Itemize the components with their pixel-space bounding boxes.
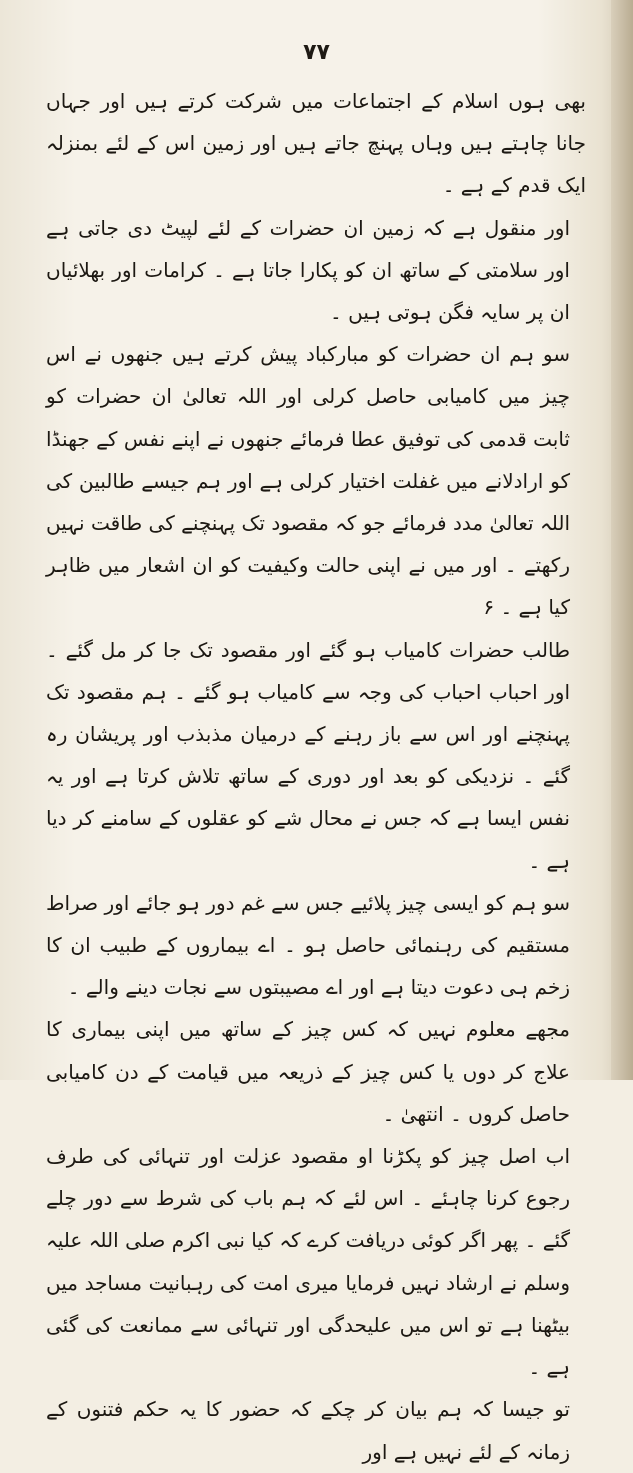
page-body <box>46 80 586 1473</box>
paragraph-8: تو جیسا کہ ہم بیان کر چکے کہ حضور کا یہ حکم فتنوں کے زمانہ کے لئے نہیں ہے اور <box>46 1397 570 1464</box>
paragraph-5: سو ہم کو ایسی چیز پلائیے جس سے غم دور ہو جائے اور صراط مستقیم کی رہنمائی حاصل ہو ۔ اے بیماروں کے طبیب ان کا زخم ہی دعوت دیتا ہے اور اے مصیبتوں سے نجات دینے والے ۔ <box>46 890 570 1000</box>
paragraph-4: طالب حضرات کامیاب ہو گئے اور مقصود تک جا کر مل گئے ۔ اور احباب احباب کی وجہ سے کامیاب ہو گئے ۔ ہم مقصود تک پہنچنے اور اس سے باز رہنے کے درمیان مذبذب اور پریشان رہ گئے ۔ نزدیکی کو بعد اور دوری کے ساتھ تلاش کرتا ہے اور یہ نفس ایسا ہے کہ جس نے محال شے کو عقلوں کے سامنے کر دیا ہے ۔ <box>46 637 570 873</box>
paragraph-2: اور منقول ہے کہ زمین ان حضرات کے لئے لپیٹ دی جاتی ہے اور سلامتی کے ساتھ ان کو پکارا جاتا ہے ۔ کرامات اور بھلائیاں ان پر سایہ فگن ہوتی ہیں ۔ <box>46 215 570 325</box>
page-number: ۷۷ <box>303 40 330 65</box>
paragraph-6: مجھے معلوم نہیں کہ کس چیز کے ساتھ میں اپنی بیماری کا علاج کر دوں یا کس چیز کے ذریعہ میں قیامت کے دن کامیابی حاصل کروں ۔ انتھیٰ ۔ <box>46 1017 570 1126</box>
paragraph-3: سو ہم ان حضرات کو مبارکباد پیش کرتے ہیں جنھوں نے اس چیز میں کامیابی حاصل کرلی اور اللہ تعالیٰ ان حضرات کو ثابت قدمی کی توفیق عطا فرمائے جنھوں نے اپنے نفس کے جھنڈا کو ارادلانے میں غفلت اختیار کرلی ہے اور ہم جیسے طالبین کی اللہ تعالیٰ مدد فرمائے جو کہ مقصود تک پہنچنے کی طاقت نہیں رکھتے ۔ اور میں نے اپنی حالت وکیفیت کو ان اشعار میں ظاہر کیا ہے ۔ ۶ <box>46 342 570 620</box>
paragraph-7: اب اصل چیز کو پکڑنا او مقصود عزلت اور تنہائی کی طرف رجوع کرنا چاہئے ۔ اس لئے کہ ہم باب کی شرط سے دور چلے گئے ۔ پھر اگر کوئی دریافت کرے کہ کیا نبی اکرم صلی اللہ علیہ وسلم نے ارشاد نہیں فرمایا میری امت کی رہبانیت مساجد میں بیٹھنا ہے تو اس میں علیحدگی اور تنہائی سے ممانعت کی گئی ہے ۔ <box>46 1144 570 1380</box>
page-edge-shadow <box>611 0 633 1080</box>
paragraph-1: بھی ہوں اسلام کے اجتماعات میں شرکت کرتے ہیں اور جہاں جانا چاہتے ہیں وہاں پہنچ جاتے ہیں اور زمین اس کے لئے بمنزلہ ایک قدم کے ہے ۔ <box>46 89 586 198</box>
